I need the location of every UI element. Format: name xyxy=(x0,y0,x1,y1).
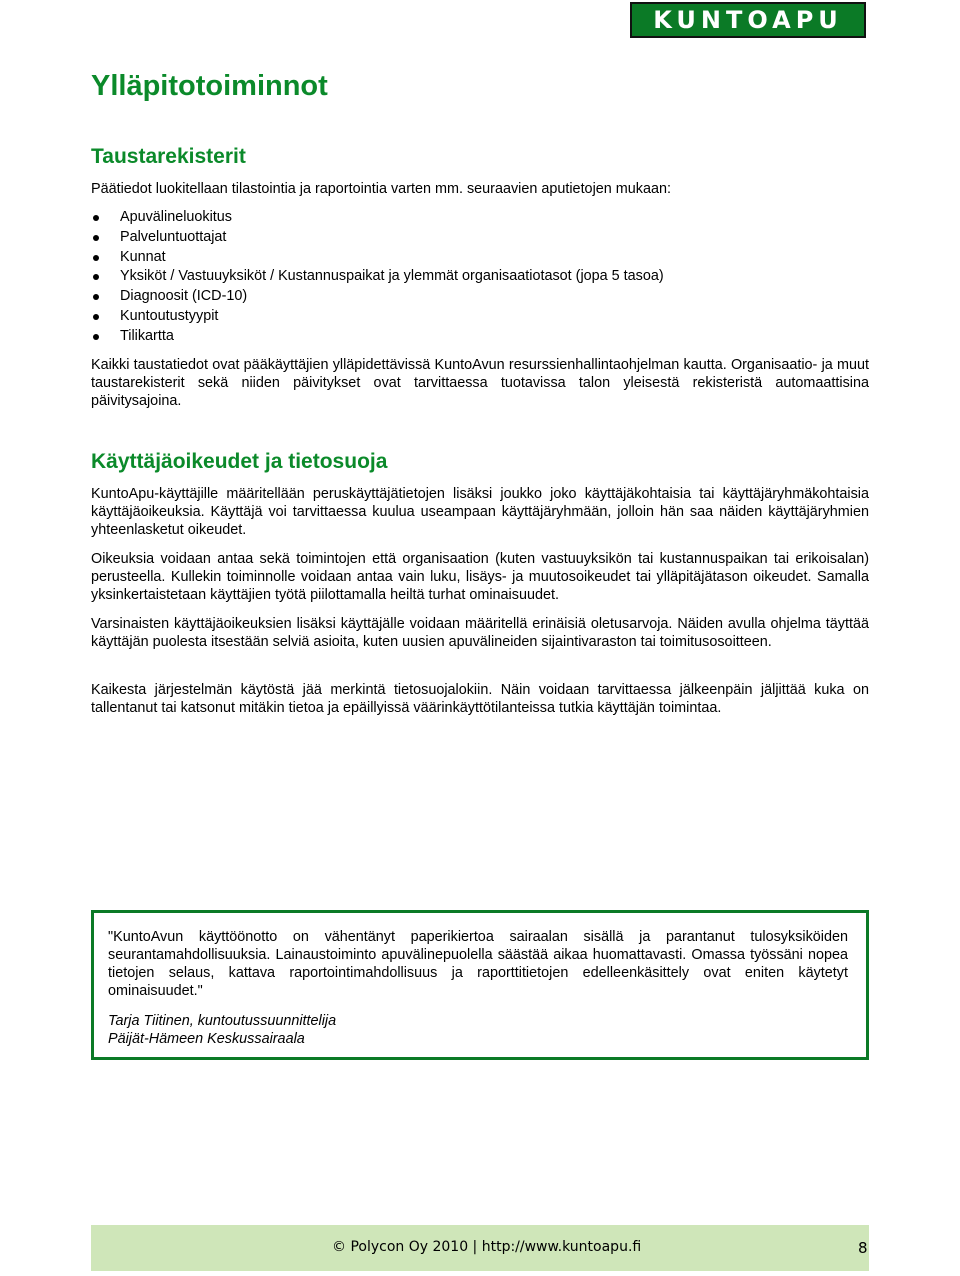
list-item: Kuntoutustyypit xyxy=(91,307,664,327)
list-item: Diagnoosit (ICD-10) xyxy=(91,287,664,307)
section-body: Kaikki taustatiedot ovat pääkäyttäjien ylläpidettävissä KuntoAvun resurssienhallintaohjelman kautta. Organisaatio- ja muut taustarekisterit sekä niiden päivitykset ovat tarvittaessa tuotavissa talon yleisestä rekisteristä automaattisina päivitysajoina. xyxy=(91,357,869,409)
paragraph: Kaikesta järjestelmän käytöstä jää merkintä tietosuojalokiin. Näin voidaan tarvittaessa jälkeenpäin jäljittää kuka on tallentanut tai katsonut mitäkin tietoa ja epäillyissä väärinkäyttötilanteissa tutkia käyttäjän toimintaa. xyxy=(91,682,869,716)
paragraph: Oikeuksia voidaan antaa sekä toimintojen että organisaation (kuten vastuuyksikön tai kustannuspaikan tai erikoisalan) perusteella. Kullekin toiminnolle voidaan antaa vain luku, lisäys- ja muutosoikeudet tai ylläpitäjätason oikeudet. Samalla yksinkertaistetaan käyttäjien työtä piilottamalla heiltä turhat ominaisuudet. xyxy=(91,551,869,603)
bullet-icon xyxy=(93,274,99,280)
paragraph: KuntoApu-käyttäjille määritellään peruskäyttäjätietojen lisäksi joukko joko käyttäjäkohtaisia tai käyttäjäryhmäkohtaisia käyttäjäoikeuksia. Käyttäjä voi tarvittaessa kuulua useampaan käyttäjäryhmään, jolloin hän saa näiden käyttäjäryhmien yhteenlasketut oikeudet. xyxy=(91,486,869,538)
kuntoapu-logo: KUNTOAPU xyxy=(630,2,866,38)
section-intro: Päätiedot luokitellaan tilastointia ja raportointia varten mm. seuraavien aputietojen mukaan: xyxy=(91,181,671,197)
bullet-icon xyxy=(93,235,99,241)
section-heading-kayttajaoikeudet: Käyttäjäoikeudet ja tietosuoja xyxy=(91,450,388,473)
testimonial-author xyxy=(108,1012,336,1048)
author-organization: Päijät-Hämeen Keskussairaala xyxy=(108,1031,305,1047)
bullet-icon xyxy=(93,334,99,340)
paragraph: Varsinaisten käyttäjäoikeuksien lisäksi käyttäjälle voidaan määritellä erinäisiä oletusarvoja. Näiden avulla ohjelma täyttää käyttäjän puolesta itsestään selviä asioita, kuten uusien apuvälineiden sijaintivaraston tai toimitusosoitteen. xyxy=(91,616,869,650)
list-item: Apuvälineluokitus xyxy=(91,208,664,228)
testimonial-box xyxy=(91,910,869,1060)
page-title: Ylläpitotoiminnot xyxy=(91,70,328,102)
bullet-icon xyxy=(93,215,99,221)
list-item: Tilikartta xyxy=(91,327,664,347)
bullet-icon xyxy=(93,255,99,261)
bullet-icon xyxy=(93,314,99,320)
register-list xyxy=(91,208,664,347)
page-number: 8 xyxy=(858,1239,868,1257)
section-heading-taustarekisterit: Taustarekisterit xyxy=(91,145,246,168)
list-item: Kunnat xyxy=(91,248,664,268)
list-item: Palveluntuottajat xyxy=(91,228,664,248)
testimonial-text: "KuntoAvun käyttöönotto on vähentänyt paperikiertoa sairaalan sisällä ja parantanut tulosyksiköiden seurantamahdollisuuksia. Lainaustoiminto apuvälinepuolella säästää aikaa huomattavasti. Omassa työssäni nopea tietojen selaus, kattava raportointimahdollisuus ja raporttitietojen edelleenkäsittely ovat eniten käytetyt ominaisuudet." xyxy=(108,929,848,999)
page-footer xyxy=(91,1225,869,1271)
list-item: Yksiköt / Vastuuyksiköt / Kustannuspaikat ja ylemmät organisaatiotasot (jopa 5 tasoa) xyxy=(91,267,664,287)
footer-copyright: © Polycon Oy 2010 | http://www.kuntoapu.fi xyxy=(332,1239,642,1255)
author-name: Tarja Tiitinen, kuntoutussuunnittelija xyxy=(108,1013,337,1029)
bullet-icon xyxy=(93,294,99,300)
